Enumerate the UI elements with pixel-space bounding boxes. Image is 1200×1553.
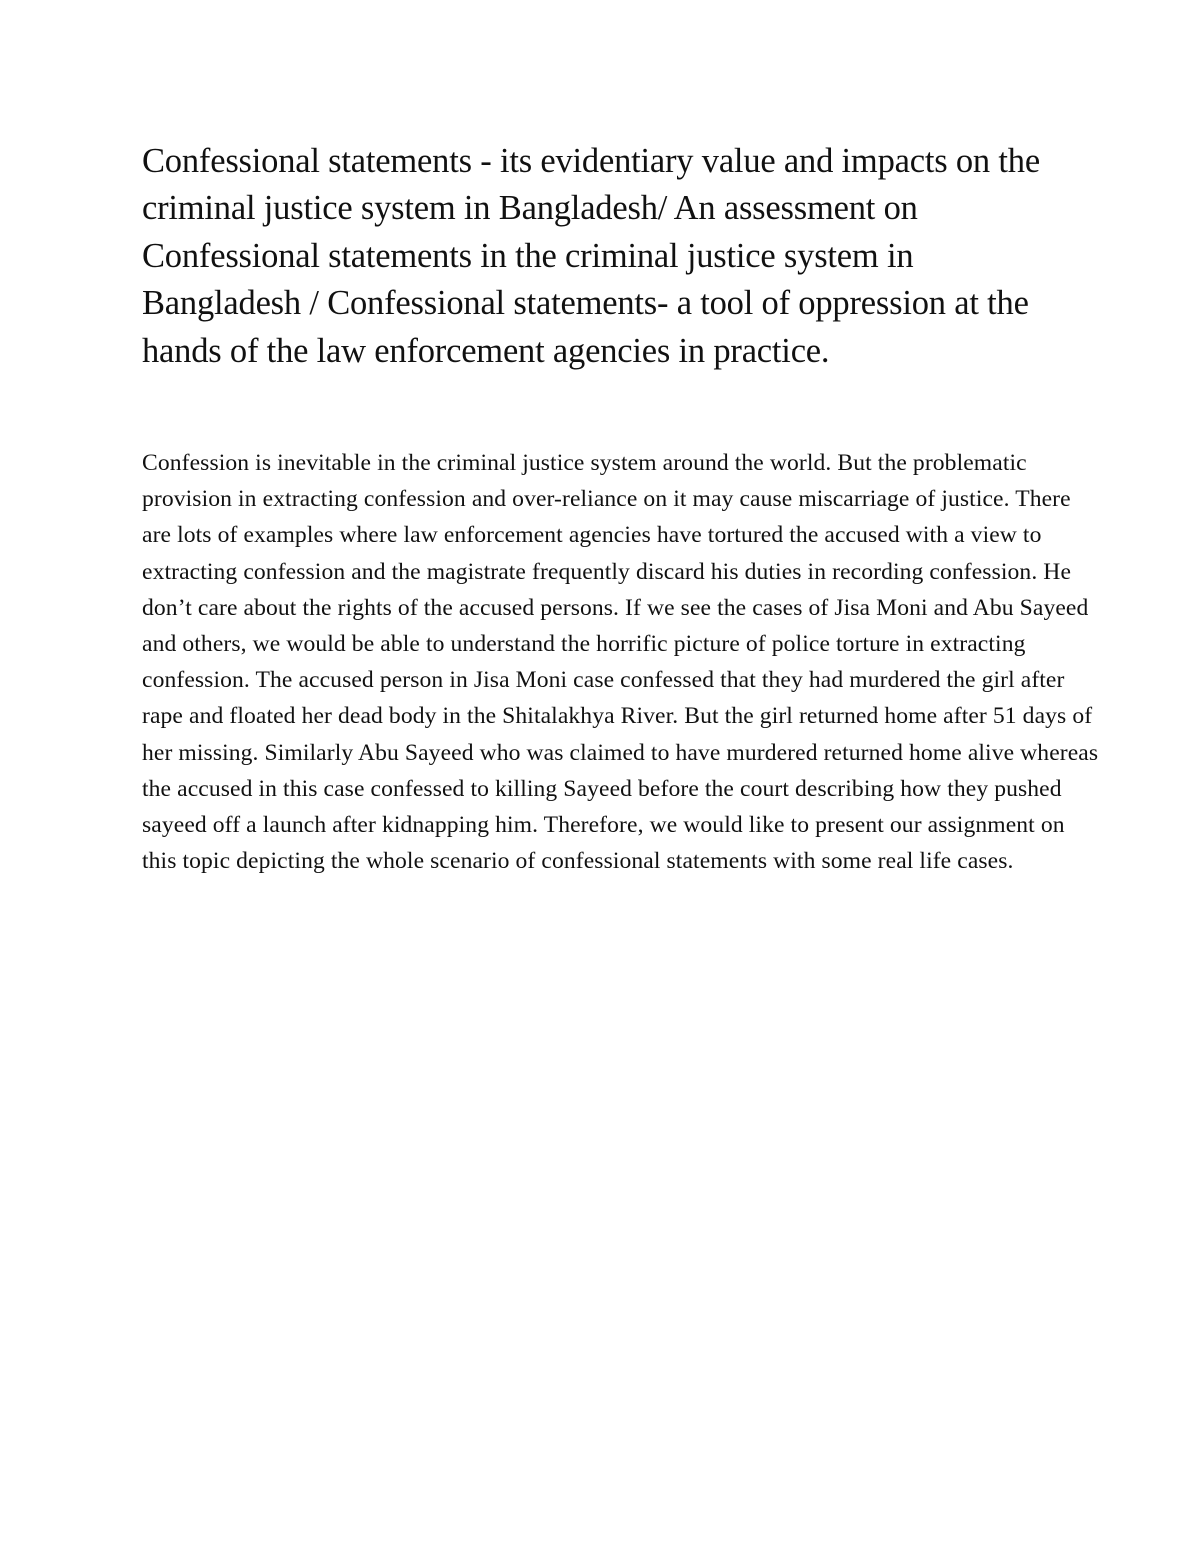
body-paragraph: Confession is inevitable in the criminal justice system around the world. But the problematic provision in extracting confession and over-reliance on it may cause miscarriage of justice. There are lots of examples where law enforcement agencies have tortured the accused with a view to extracting confession and the magistrate frequently discard his duties in recording confession. He don’t care about the rights of the accused persons. If we see the cases of Jisa Moni and Abu Sayeed and others, we would be able to understand the horrific picture of police torture in extracting confession. The accused person in Jisa Moni case confessed that they had murdered the girl after rape and floated her dead body in the Shitalakhya River. But the girl returned home after 51 days of her missing. Similarly Abu Sayeed who was claimed to have murdered returned home alive whereas the accused in this case confessed to killing Sayeed before the court describing how they pushed sayeed off a launch after kidnapping him. Therefore, we would like to present our assignment on this topic depicting the whole scenario of confessional statements with some real life cases. <box>142 450 1099 875</box>
document-title: Confessional statements - its evidentiary value and impacts on the criminal justice system in Bangladesh/ An assessment on Confessional statements in the criminal justice system in Bangladesh / Confessional statements- a tool of oppression at the hands of the law enforcement agencies in practice. <box>142 142 1040 370</box>
